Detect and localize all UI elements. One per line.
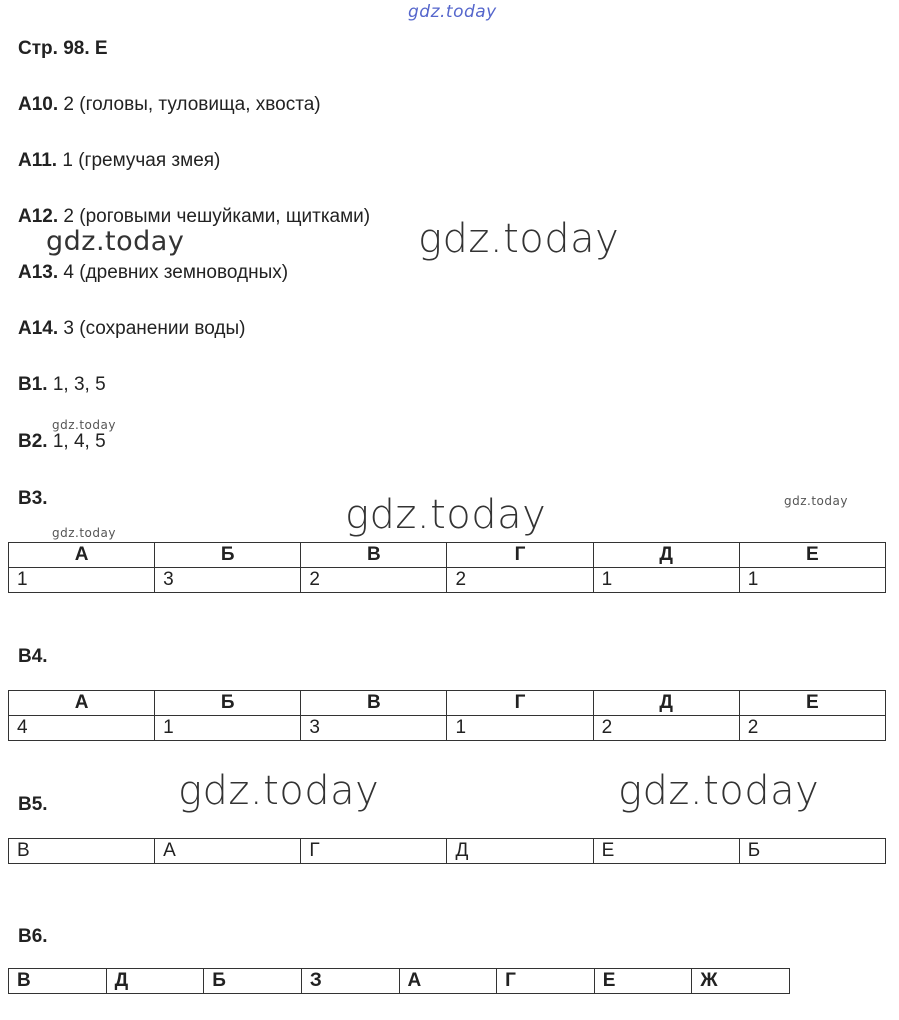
answer-label: А13. (18, 262, 59, 283)
table-cell: Г (301, 839, 447, 864)
table-row (9, 969, 790, 994)
table-cell: А (155, 839, 301, 864)
page-title: Стр. 98. Е (18, 38, 108, 59)
answer-text: 4 (древних земноводных) (63, 262, 289, 283)
answer-a10 (18, 94, 321, 116)
table-cell: Г (497, 969, 595, 994)
answer-text: 1 (гремучая змея) (62, 150, 221, 171)
answer-label: В1. (18, 374, 48, 395)
table-cell: 3 (155, 568, 301, 593)
table-header-cell: Д (593, 543, 739, 568)
table-cell: А (399, 969, 497, 994)
answer-a13 (18, 262, 288, 284)
answer-a12 (18, 206, 370, 228)
b4-table (8, 690, 886, 741)
answer-text: 2 (головы, туловища, хвоста) (63, 94, 321, 115)
table-cell: Б (739, 839, 885, 864)
table-cell: 1 (447, 716, 593, 741)
table-cell: 1 (739, 568, 885, 593)
answer-a14 (18, 318, 245, 340)
table-cell: 2 (301, 568, 447, 593)
b6-label: В6. (18, 926, 48, 947)
watermark-mid: gdz.today (46, 226, 185, 257)
table-cell: В (9, 839, 155, 864)
answer-text: 2 (роговыми чешуйками, щитками) (63, 206, 371, 227)
table-header-cell: Б (155, 691, 301, 716)
table-cell: 1 (593, 568, 739, 593)
table-cell: 2 (447, 568, 593, 593)
table-cell: 2 (593, 716, 739, 741)
table-header-cell: А (9, 543, 155, 568)
table-cell: Д (106, 969, 204, 994)
table-cell: 1 (9, 568, 155, 593)
table-header-row (9, 543, 886, 568)
watermark-top: gdz.today (408, 2, 497, 22)
table-header-cell: Г (447, 543, 593, 568)
table-cell: Е (593, 839, 739, 864)
table-header-cell: Г (447, 691, 593, 716)
answer-text: 1, 3, 5 (52, 374, 106, 395)
watermark-small: gdz.today (52, 526, 116, 540)
table-header-cell: Б (155, 543, 301, 568)
table-cell: Б (204, 969, 302, 994)
answer-b1 (18, 374, 106, 396)
table-header-cell: А (9, 691, 155, 716)
table-cell: 2 (739, 716, 885, 741)
answer-label: В2. (18, 431, 48, 452)
table-cell: В (9, 969, 107, 994)
answer-b2 (18, 431, 106, 453)
answer-label: А12. (18, 206, 59, 227)
watermark-large: gdz.today (418, 216, 620, 262)
answer-label: А14. (18, 318, 59, 339)
table-row (9, 568, 886, 593)
table-header-cell: Д (593, 691, 739, 716)
answer-text: 3 (сохранении воды) (63, 318, 246, 339)
table-header-cell: Е (739, 691, 885, 716)
b3-table (8, 542, 886, 593)
table-cell: Ж (692, 969, 790, 994)
table-row (9, 716, 886, 741)
b5-table (8, 838, 886, 864)
table-header-cell: В (301, 543, 447, 568)
watermark-large: gdz.today (345, 492, 547, 538)
table-cell: З (301, 969, 399, 994)
table-cell: 4 (9, 716, 155, 741)
table-header-cell: Е (739, 543, 885, 568)
table-cell: Д (447, 839, 593, 864)
answer-label: А10. (18, 94, 59, 115)
table-header-cell: В (301, 691, 447, 716)
watermark-small: gdz.today (52, 418, 116, 432)
answer-text: 1, 4, 5 (52, 431, 106, 452)
table-header-row (9, 691, 886, 716)
watermark-large: gdz.today (178, 768, 380, 814)
b6-table (8, 968, 790, 994)
table-cell: 1 (155, 716, 301, 741)
watermark-large: gdz.today (618, 768, 820, 814)
b3-label: В3. (18, 488, 48, 509)
b5-label: В5. (18, 794, 48, 815)
b4-label: В4. (18, 646, 48, 667)
table-cell: 3 (301, 716, 447, 741)
answer-label: А11. (18, 150, 58, 171)
answer-a11 (18, 150, 220, 172)
table-cell: Е (594, 969, 692, 994)
table-row (9, 839, 886, 864)
watermark-small: gdz.today (784, 494, 848, 508)
